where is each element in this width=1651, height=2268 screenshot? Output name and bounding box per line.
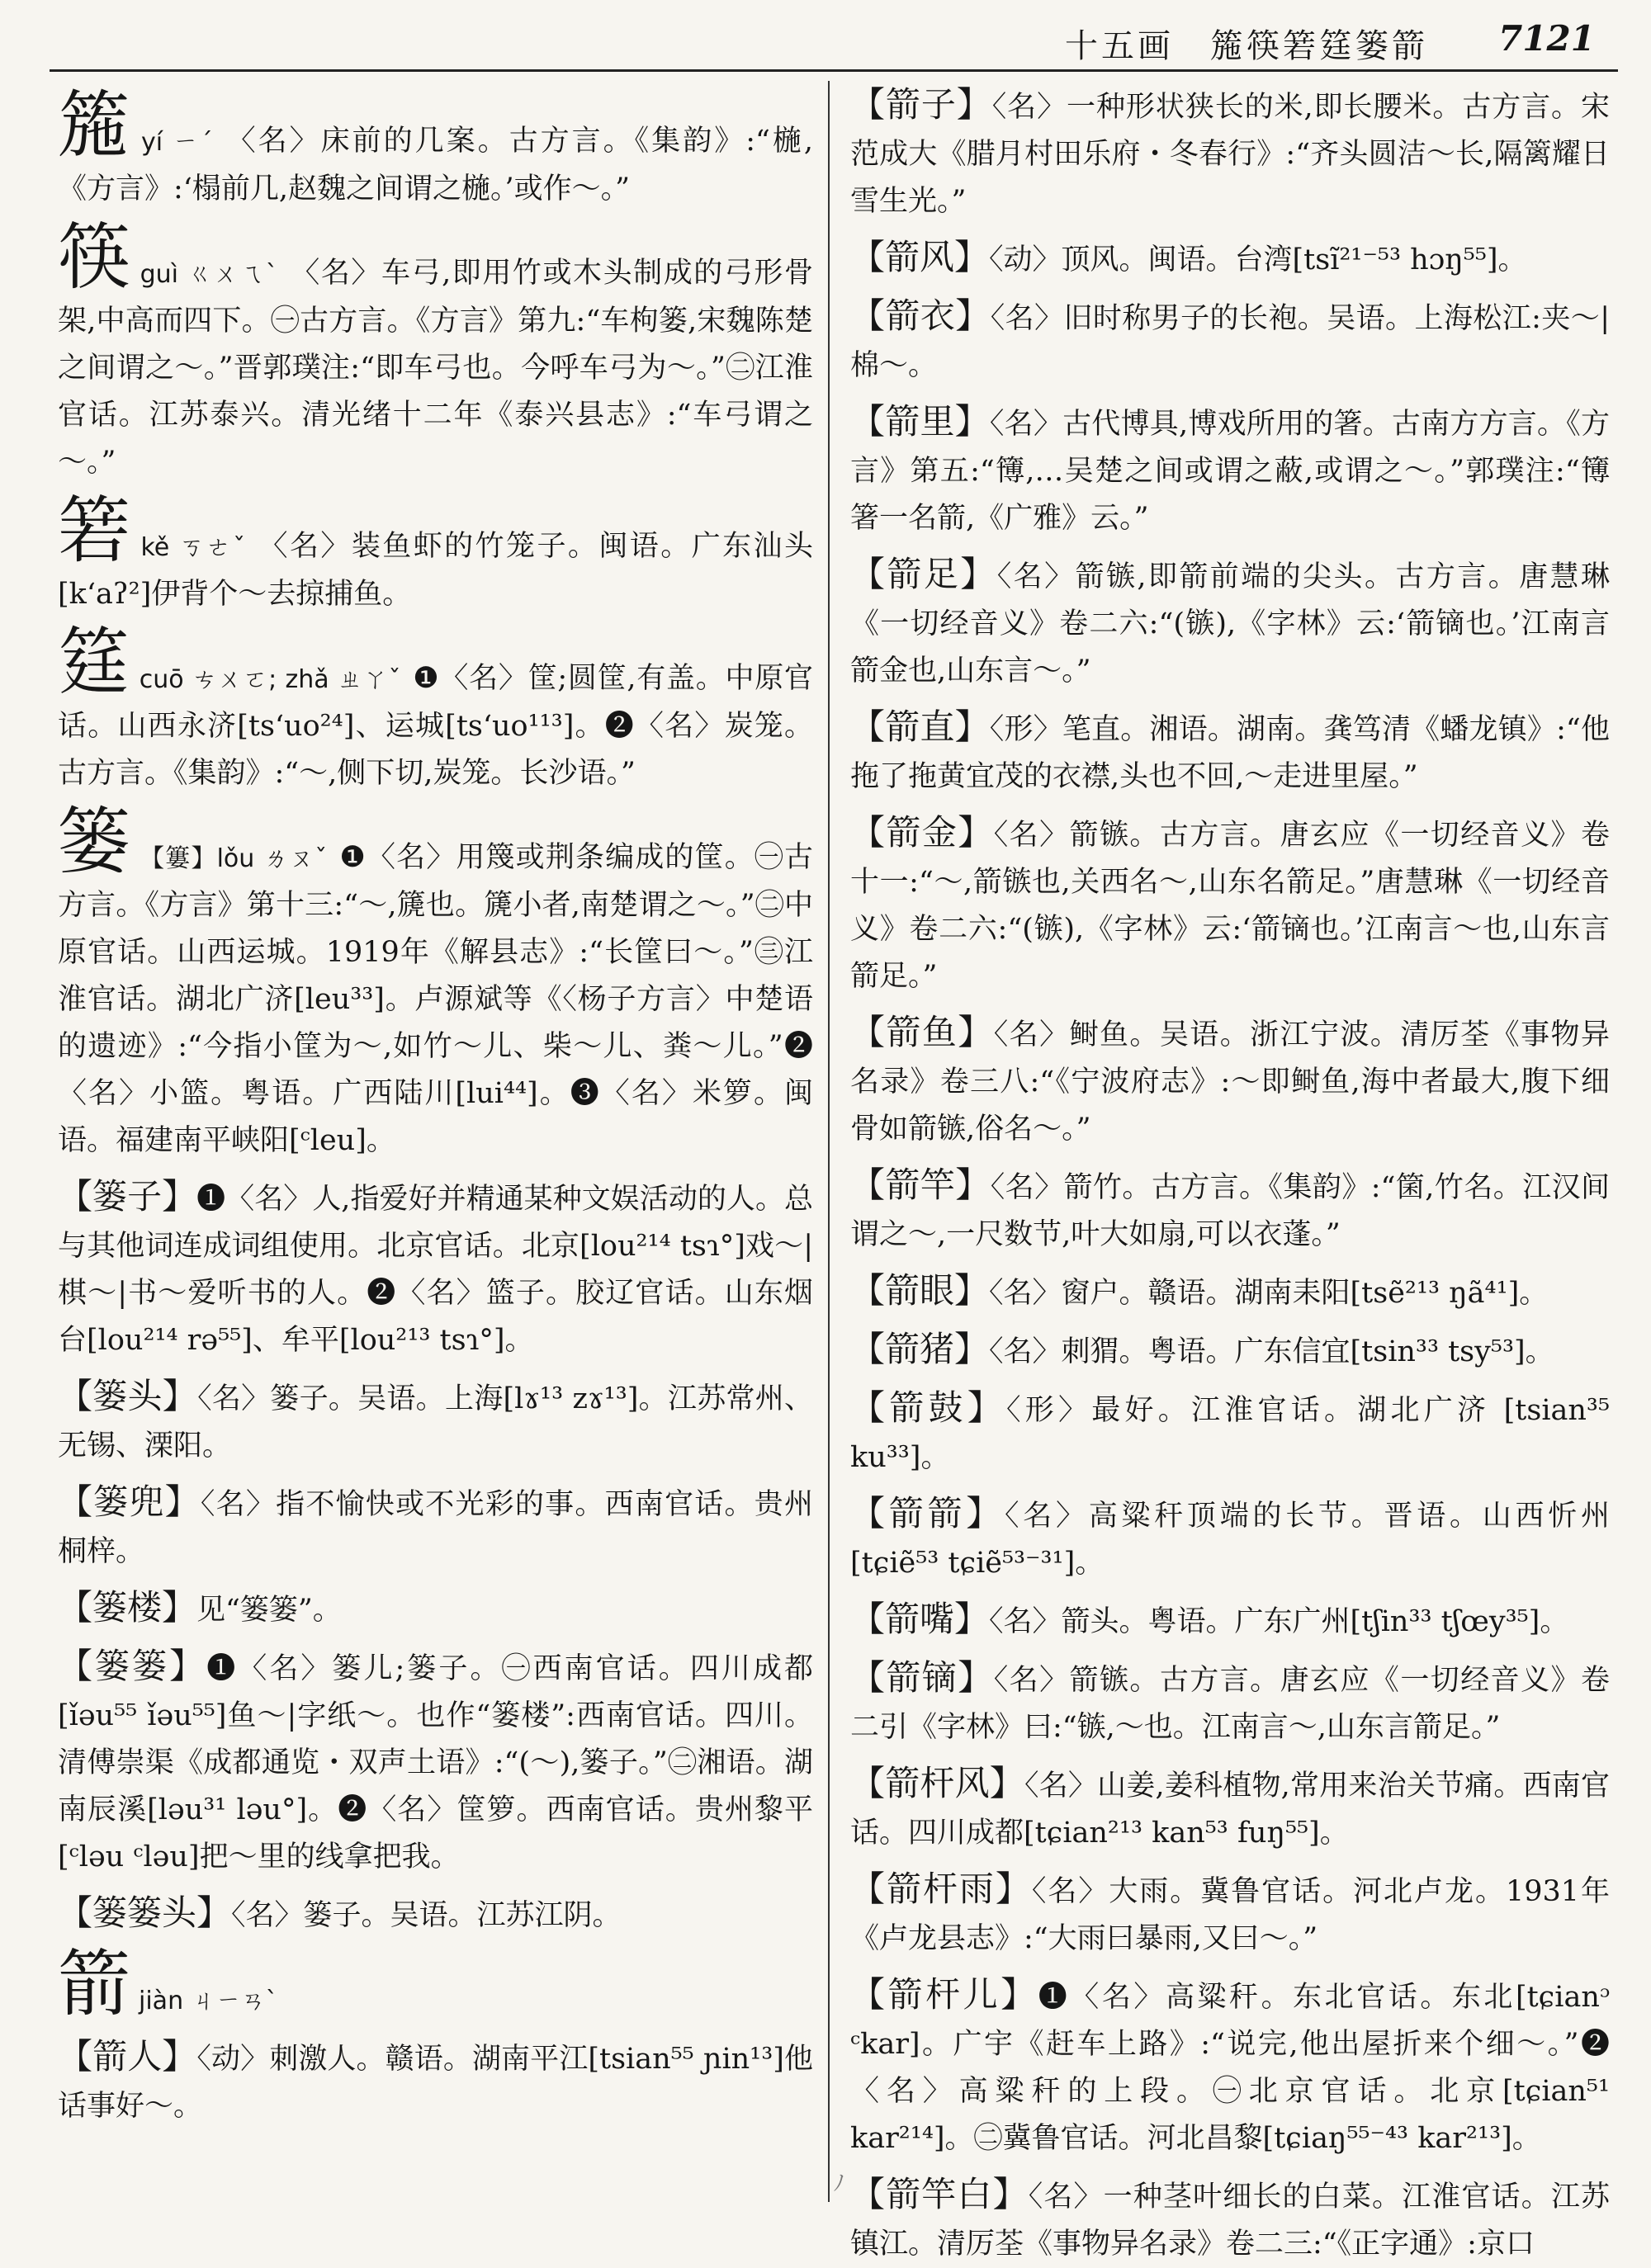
headword-char: 篓 [58,799,132,884]
definition-text: ❶〈名〉高粱秆。东北官话。东北[tɕianᵓ ᶜkar]。广宇《赶车上路》:“说完,他出屋折来个细～。”❷〈名〉高粱秆的上段。㊀北京官话。北京[tɕian⁵¹ kar²¹⁴]。㊁冀鲁官话。河北昌黎[tɕiaŋ⁵⁵⁻⁴³ kar²¹³]。 [850,1981,1610,2155]
definition-text: 〈名〉箭竹。古方言。《集韵》:“箘,竹名。江汉间谓之～,一尺数节,叶大如扇,可以衣蓬。” [850,1171,1610,1251]
entry-jianganbai [850,2171,1610,2268]
definition-text: 〈名〉指不愉快或不光彩的事。西南官话。贵州桐梓。 [58,1488,813,1568]
definition-text: 〈形〉笔直。湘语。湖南。龚笃清《蟠龙镇》:“他拖了拖黄宜茂的衣襟,头也不回,～走进里屋。” [850,713,1610,793]
entry-loulou-see [58,1584,813,1634]
compound-headword: 【箭子】 [850,84,992,125]
entry-yi [58,83,814,213]
compound-headword: 【篓篓】 [58,1646,207,1686]
pronunciation: yí ㄧˊ [141,128,215,157]
compound-headword: 【箭杆儿】 [850,1974,1038,2015]
compound-headword: 【篓楼】 [58,1587,197,1628]
entry-jianzi [850,81,1610,225]
compound-headword: 【箭风】 [850,237,990,277]
page-number: 7121 [1498,18,1595,59]
definition-text: 〈名〉高粱秆顶端的长节。晋语。山西忻州[tɕiẽ⁵³ tɕiẽ⁵³⁻³¹]。 [850,1500,1610,1580]
entry-jianzu [850,550,1610,695]
compound-headword: 【箭嘴】 [850,1599,990,1639]
headword-char: 箭 [58,1941,131,2026]
entry-jianganyu [850,1865,1610,1963]
entry-cuo [58,620,813,797]
compound-headword: 【箭猪】 [850,1329,990,1369]
definition-text: 〈名〉窗户。赣语。湖南耒阳[tsẽ²¹³ ŋã⁴¹]。 [989,1277,1549,1310]
compound-headword: 【箭直】 [850,706,990,747]
headword-char: 筷 [58,215,132,300]
definition-text: 〈名〉车弓,即用竹或木头制成的弓形骨架,中高而四下。㊀古方言。《方言》第九:“车枸篓,宋魏陈楚之间谓之～。”晋郭璞注:“即车弓也。今呼车弓为～。”㊁江淮官话。江苏泰兴。清光绪十二年《泰兴县志》:“车弓谓之～。” [58,257,813,479]
entry-jianfeng [850,234,1610,284]
compound-headword: 【箭鱼】 [850,1012,994,1052]
entry-jianjin [850,809,1610,1000]
entry-jianganr [850,1971,1610,2162]
definition-text: 〈动〉刺激人。赣语。湖南平江[tsian⁵⁵ ɲin¹³]他话事好～。 [58,2043,813,2123]
entry-jianyi [850,292,1610,390]
column-divider [828,81,830,2202]
page-header [50,18,1618,72]
pronunciation: jiàn ㄐㄧㄢˋ [139,1987,278,2015]
headword-char: 筳 [58,620,131,705]
entry-jianyan [850,1267,1610,1317]
entry-jianzhi [850,703,1610,801]
left-column [58,81,813,2204]
definition-text: 〈名〉大雨。冀鲁官话。河北卢龙。1931年《卢龙县志》:“大雨曰暴雨,又曰～。” [850,1875,1610,1955]
entry-loulou [58,1642,813,1881]
definition-text: 〈名〉刺猬。粤语。广东信宜[tsin³³ tsy⁵³]。 [989,1335,1554,1368]
entry-jianyu [850,1009,1610,1153]
entry-jian [58,1941,813,2026]
definition-text: ❶〈名〉用篾或荆条编成的筐。㊀古方言。《方言》第十三:“～,篪也。篪小者,南楚谓之～。”㊁中原官话。山西运城。1919年《解县志》:“长筐曰～。”㊂江淮官话。湖北广济[leu³³]。卢源斌等《〈杨子方言〉中楚语的遗迹》:“今指小筐为～,如竹～儿、柴～儿、粪～儿。”❷〈名〉小篮。粤语。广西陆川[lui⁴⁴]。❸〈名〉米箩。闽语。福建南平峡阳[ᶜleu]。 [58,841,813,1157]
definition-text: 〈名〉一种茎叶细长的白菜。江淮官话。江苏镇江。清厉荃《事物异名录》卷二三:“《正字通》:京口 [850,2181,1610,2261]
compound-headword: 【箭镝】 [850,1657,994,1698]
compound-headword: 【篓兜】 [58,1481,201,1522]
compound-headword: 【箭杆雨】 [850,1869,1032,1909]
definition-text: 〈名〉一种形状狭长的米,即长腰米。古方言。宋范成大《腊月村田乐府・冬春行》:“齐头圆洁～长,隔篱耀日雪生光。” [850,91,1610,218]
compound-headword: 【箭里】 [850,401,990,442]
pronunciation: guì ㄍㄨㄟˋ [140,260,280,289]
pronunciation: kě ㄎㄜˇ [140,533,248,562]
compound-headword: 【箭竿】 [850,1165,991,1205]
entry-jianzhu [850,1325,1610,1376]
compound-headword: 【篓子】 [58,1176,197,1217]
definition-text: 〈名〉床前的几案。古方言。《集韵》:“椸,《方言》:‘榻前几,赵魏之间谓之椸。’或作～。” [58,125,814,206]
stray-mark: ﾉ [834,2171,845,2196]
definition-text: 〈名〉篓子。吴语。江苏江阴。 [231,1899,622,1932]
definition-text: 〈名〉山姜,姜科植物,常用来治关节痛。西南官话。四川成都[tɕian²¹³ kan⁵³ fuŋ⁵⁵]。 [850,1770,1610,1850]
entry-jianli [850,398,1610,542]
definition-text: 〈名〉箭镞,即箭前端的尖头。古方言。唐慧琳《一切经音义》卷二六:“(镞),《字林》云:‘箭镝也。’江南言箭金也,山东言～。” [850,560,1610,687]
definition-text: 见“篓篓”。 [196,1594,342,1627]
pronunciation: cuō ㄘㄨㄛ; zhǎ ㄓㄚˇ [139,665,402,694]
definition-text: ❶〈名〉人,指爱好并精通某种文娱活动的人。总与其他词连成词组使用。北京官话。北京[lou²¹⁴ tsɿ°]戏～|棋～|书～爱听书的人。❷〈名〉篮子。胶辽官话。山东烟台[lou²¹⁴ rə⁵⁵]、牟平[lou²¹³ tsɿ°]。 [58,1183,813,1357]
definition-text: 〈动〉顶风。闽语。台湾[tsĩ²¹⁻⁵³ hɔŋ⁵⁵]。 [989,243,1527,276]
definition-text: ❶〈名〉筐;圆筐,有盖。中原官话。山西永济[tsʻuo²⁴]、运城[tsʻuo¹¹³]。❷〈名〉炭笼。古方言。《集韵》:“～,侧下切,炭笼。长沙语。” [58,662,813,790]
entry-loutou [58,1373,813,1470]
headword-char: 箬 [58,488,133,573]
definition-text: 〈名〉箭镞。古方言。唐玄应《一切经音义》卷二引《字林》曰:“镞,～也。江南言～,山东言箭足。” [850,1664,1610,1744]
compound-headword: 【箭人】 [58,2036,197,2077]
compound-headword: 【箭金】 [850,812,994,853]
compound-headword: 【篓篓头】 [58,1892,232,1933]
entry-lou [58,799,813,1165]
compound-headword: 【箭衣】 [850,295,991,336]
compound-headword: 【篓头】 [58,1376,198,1416]
definition-text: 〈名〉旧时称男子的长袍。吴语。上海松江:夹～|棉～。 [850,302,1610,382]
compound-headword: 【箭眼】 [850,1270,990,1311]
compound-headword: 【箭鼓】 [850,1387,1007,1428]
definition-text: 〈名〉箭头。粤语。广东广州[tʃin³³ tʃœy³⁵]。 [989,1605,1569,1638]
definition-text: 〈名〉篓子。吴语。上海[lɤ¹³ zɤ¹³]。江苏常州、无锡、溧阳。 [58,1382,813,1462]
entry-gui [58,215,813,486]
compound-headword: 【箭竿白】 [850,2174,1029,2214]
entry-jiangan [850,1161,1610,1259]
entry-loudou [58,1478,813,1576]
definition-text: 〈形〉最好。江淮官话。湖北广济 [tsian³⁵ ku³³]。 [850,1394,1610,1474]
entry-jianren [58,2033,813,2130]
pronunciation: 【簍】lǒu ㄌㄡˇ [140,844,329,873]
entry-jianzui [850,1595,1610,1646]
definition-text: 〈名〉装鱼虾的竹笼子。闽语。广东汕头[kʻaʔ²]伊背个～去掠捕鱼。 [58,530,813,611]
compound-headword: 【箭箭】 [850,1493,1005,1533]
headword-char: 箷 [58,83,134,168]
entry-jianganfeng [850,1760,1610,1857]
definition-text: 〈名〉鲥鱼。吴语。浙江宁波。清厉荃《事物异名录》卷三八:“《宁波府志》:～即鲥鱼,海中者最大,腹下细骨如箭镞,俗名～。” [850,1018,1610,1146]
entry-ke [58,488,813,618]
compound-headword: 【箭杆风】 [850,1763,1025,1803]
entry-louloutou [58,1889,813,1940]
right-column [850,81,1610,2261]
entry-jiangu [850,1384,1610,1481]
compound-headword: 【箭足】 [850,554,997,594]
section-title: 十五画 箷筷箬筳篓箭 [1065,27,1428,65]
definition-text: ❶〈名〉篓儿;篓子。㊀西南官话。四川成都[ǐəu⁵⁵ ǐəu⁵⁵]鱼～|字纸～。也作“篓楼”:西南官话。四川。清傅崇渠《成都通览・双声土语》:“(～),篓子。”㊁湘语。湖南辰溪[ləu³¹ ləu°]。❷〈名〉筐箩。西南官话。贵州黎平[ᶜləu ᶜləu]把～里的线拿把我。 [58,1652,813,1873]
definition-text: 〈名〉古代博具,博戏所用的箸。古南方方言。《方言》第五:“簙,…吴楚之间或谓之蔽,或谓之～。”郭璞注:“簙箸一名箭,《广雅》云。” [850,408,1610,535]
entry-jianjian [850,1490,1610,1587]
entry-jiandi [850,1654,1610,1751]
entry-louzi [58,1173,813,1364]
definition-text: 〈名〉箭镞。古方言。唐玄应《一切经音义》卷十一:“～,箭镞也,关西名～,山东名箭足。”唐慧琳《一切经音义》卷二六:“(镞),《字林》云:‘箭镝也。’江南言～也,山东言箭足。” [850,819,1610,993]
